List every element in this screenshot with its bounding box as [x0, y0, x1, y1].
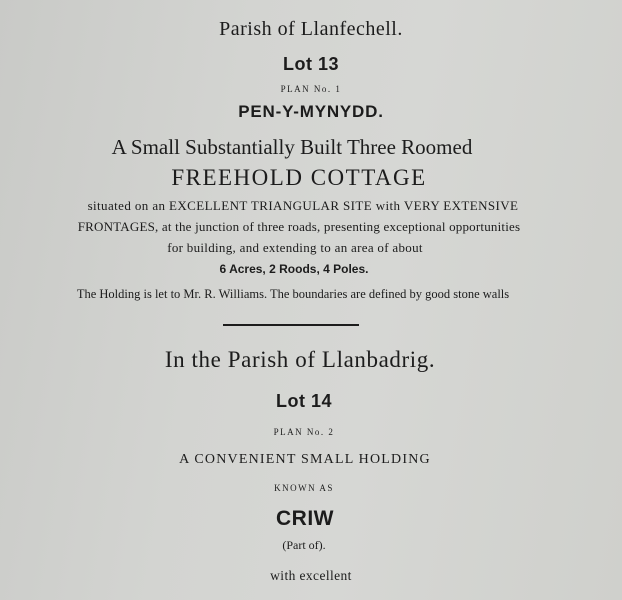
lot14-with-excellent: with excellent — [270, 568, 352, 583]
lot14-plan-number: PLAN No. 2 — [273, 427, 335, 437]
lot14-part-of: (Part of). — [282, 538, 326, 552]
lot14-known-as: KNOWN AS — [274, 483, 334, 493]
lot14-description: A CONVENIENT SMALL HOLDING — [179, 452, 431, 467]
lot14-lot-number: Lot 14 — [275, 391, 332, 411]
lot13-paragraph-line-2: FRONTAGES, at the junction of three roads, presenting exceptional opportunities — [77, 219, 521, 234]
lot14-property-name: CRIW — [276, 507, 334, 530]
lot13-area: 6 Acres, 2 Roods, 4 Poles. — [219, 262, 369, 276]
lot13-paragraph-line-1: situated on an EXCELLENT TRIANGULAR SITE with VERY EXTENSIVE — [87, 198, 519, 213]
lot13-description-line: A Small Substantially Built Three Roomed — [111, 135, 473, 159]
lot13-plan-number: PLAN No. 1 — [280, 84, 342, 94]
section-divider — [223, 324, 359, 326]
lot13-cottage-heading: FREEHOLD COTTAGE — [171, 165, 427, 190]
lot13-lot-number: Lot 13 — [282, 54, 339, 74]
lot13-holding-note: The Holding is let to Mr. R. Williams. The boundaries are defined by good stone walls — [76, 287, 510, 301]
lot13-property-name: PEN-Y-MYNYDD. — [238, 102, 384, 121]
lot13-paragraph-line-3: for building, and extending to an area of about — [167, 240, 423, 255]
lot14-parish-heading: In the Parish of Llanbadrig. — [164, 347, 436, 372]
lot13-parish-heading: Parish of Llanfechell. — [219, 18, 403, 40]
